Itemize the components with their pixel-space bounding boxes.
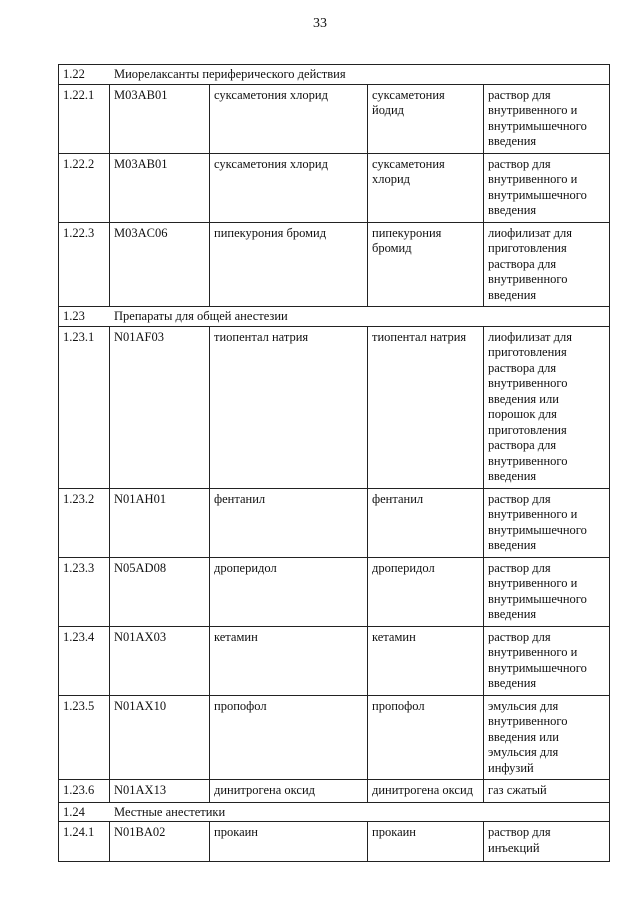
row-number: 1.22.1	[59, 84, 110, 153]
table-row	[59, 153, 610, 222]
dosage-form: газ сжатый	[484, 780, 610, 803]
substance-name: прокаин	[210, 822, 368, 862]
row-number: 1.23.6	[59, 780, 110, 803]
dosage-form: раствор для внутривенного и внутримышечного введения	[484, 488, 610, 557]
row-number: 1.24.1	[59, 822, 110, 862]
row-number: 1.23.4	[59, 626, 110, 695]
atc-code: N01AF03	[110, 326, 210, 488]
table-row	[59, 822, 610, 862]
section-number: 1.22	[63, 67, 85, 81]
atc-code: M03AB01	[110, 84, 210, 153]
drug-name: динитрогена оксид	[368, 780, 484, 803]
table-row	[59, 84, 610, 153]
drug-name: фентанил	[368, 488, 484, 557]
substance-name: суксаметония хлорид	[210, 84, 368, 153]
section-row	[59, 307, 610, 327]
row-number: 1.22.2	[59, 153, 110, 222]
section-cell	[59, 307, 610, 327]
substance-name: тиопентал натрия	[210, 326, 368, 488]
substance-name: кетамин	[210, 626, 368, 695]
substance-name: дроперидол	[210, 557, 368, 626]
atc-code: N01AX03	[110, 626, 210, 695]
section-number: 1.24	[63, 804, 85, 819]
table-row	[59, 695, 610, 780]
dosage-form: раствор для внутривенного и внутримышечного введения	[484, 557, 610, 626]
section-row	[59, 65, 610, 85]
table-row	[59, 557, 610, 626]
section-row	[59, 802, 610, 822]
section-cell	[59, 802, 610, 822]
row-number: 1.23.3	[59, 557, 110, 626]
section-cell	[59, 65, 610, 85]
drug-name: пипекурония бромид	[368, 222, 484, 307]
row-number: 1.23.1	[59, 326, 110, 488]
drug-name: суксаметония йодид	[368, 84, 484, 153]
dosage-form: раствор для инъекций	[484, 822, 610, 862]
substance-name: динитрогена оксид	[210, 780, 368, 803]
section-title: Местные анестетики	[114, 804, 226, 819]
row-number: 1.23.2	[59, 488, 110, 557]
table-row	[59, 326, 610, 488]
drug-name: прокаин	[368, 822, 484, 862]
table-row	[59, 780, 610, 803]
substance-name: пипекурония бромид	[210, 222, 368, 307]
substance-name: пропофол	[210, 695, 368, 780]
dosage-form: эмульсия для внутривенного введения или эмульсия для инфузий	[484, 695, 610, 780]
drug-name: суксаметония хлорид	[368, 153, 484, 222]
atc-code: M03AB01	[110, 153, 210, 222]
atc-code: N01AX13	[110, 780, 210, 803]
atc-code: N05AD08	[110, 557, 210, 626]
atc-code: N01AH01	[110, 488, 210, 557]
row-number: 1.23.5	[59, 695, 110, 780]
dosage-form: лиофилизат для приготовления раствора для внутривенного введения	[484, 222, 610, 307]
table-row	[59, 222, 610, 307]
atc-code: N01BA02	[110, 822, 210, 862]
drug-name: тиопентал натрия	[368, 326, 484, 488]
page-number: 33	[313, 16, 327, 31]
dosage-form: раствор для внутривенного и внутримышечного введения	[484, 626, 610, 695]
section-title: Миорелаксанты периферического действия	[114, 67, 346, 81]
substance-name: суксаметония хлорид	[210, 153, 368, 222]
row-number: 1.22.3	[59, 222, 110, 307]
dosage-form: раствор для внутривенного и внутримышечного введения	[484, 153, 610, 222]
medications-table	[58, 64, 610, 862]
atc-code: M03AC06	[110, 222, 210, 307]
table-row	[59, 626, 610, 695]
drug-name: дроперидол	[368, 557, 484, 626]
dosage-form: раствор для внутривенного и внутримышечного введения	[484, 84, 610, 153]
substance-name: фентанил	[210, 488, 368, 557]
drug-name: пропофол	[368, 695, 484, 780]
table-row	[59, 488, 610, 557]
dosage-form: лиофилизат для приготовления раствора для внутривенного введения или порошок для приготовления раствора для внутривенного введения	[484, 326, 610, 488]
section-number: 1.23	[63, 309, 85, 323]
section-title: Препараты для общей анестезии	[114, 309, 288, 323]
drug-name: кетамин	[368, 626, 484, 695]
atc-code: N01AX10	[110, 695, 210, 780]
